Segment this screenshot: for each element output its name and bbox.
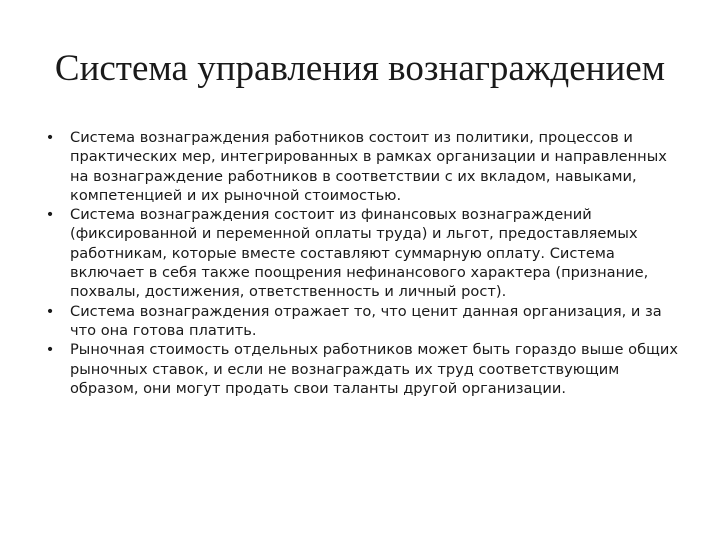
bullet-text: Система вознаграждения состоит из финансовых вознаграждений (фиксированной и переменной оплаты труда) и льгот, предоставляемых работникам, которые вместе составляют суммарную оплату. Система включает в себя также поощрения нефинансового характера (признание, похвалы, достижения, ответственность и личный рост). (70, 206, 649, 301)
bullet-item (36, 340, 684, 398)
slide-title: Система управления вознаграждением (54, 48, 666, 89)
bullet-marker: • (45, 341, 55, 359)
bullet-text: Рыночная стоимость отдельных работников может быть гораздо выше общих рыночных ставок, и если не вознаграждать их труд соответствующим образом, они могут продать свои таланты другой организации. (70, 341, 678, 397)
bullet-text: Система вознаграждения работников состоит из политики, процессов и практических мер, интегрированных в рамках организации и направленных на вознаграждение работников в соответствии с их вкладом, навыками, компетенцией и их рыночной стоимостью. (70, 129, 667, 204)
bullet-marker: • (45, 129, 55, 146)
bullet-text: Система вознаграждения отражает то, что ценит данная организация, и за что она готова платить. (70, 302, 662, 339)
bullet-marker: • (45, 206, 55, 224)
bullet-item (36, 205, 684, 301)
bullet-item (36, 302, 684, 341)
bullet-list (36, 128, 684, 398)
bullet-item (36, 128, 684, 205)
bullet-marker: • (45, 302, 55, 320)
